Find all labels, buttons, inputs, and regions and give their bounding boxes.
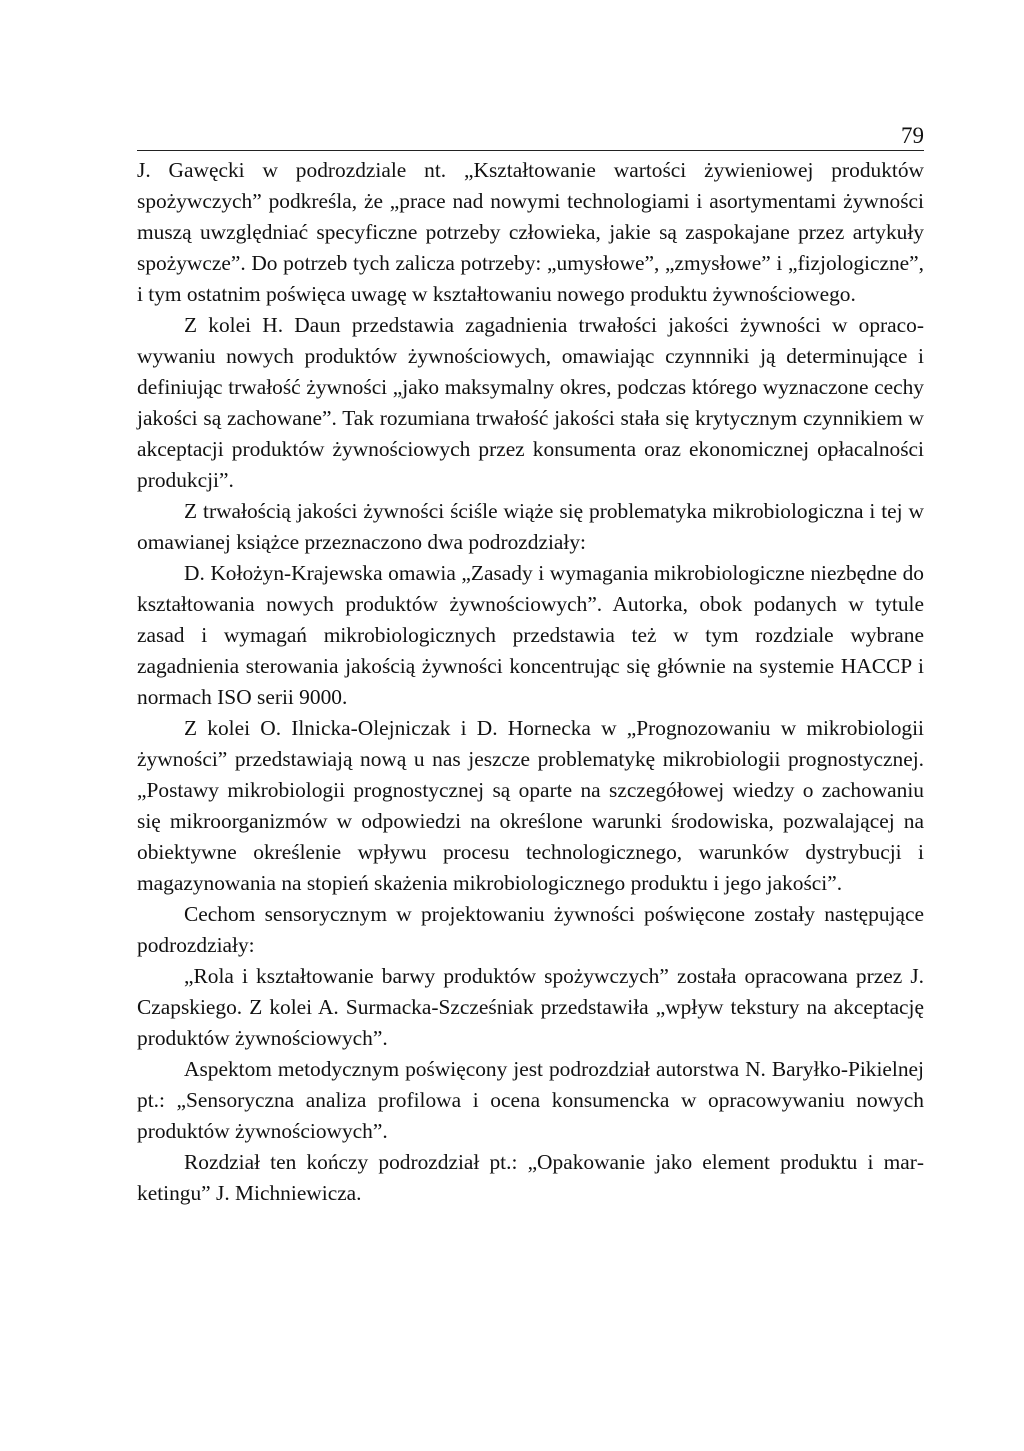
- paragraph-2: Z kolei H. Daun przedstawia zagadnienia trwałości jakości żywności w opracowywaniu nowych produktów żywnościowych, omawiając czynnniki ją determinujące i definiując trwałość żywności „jako maksymalny okres, podczas którego wyznaczone cechy jakości są zachowane”. Tak rozumiana trwałość jakości stała się krytycznym czynnikiem w akceptacji produktów żywnościowych przez konsumenta oraz ekonomicznej opłacalności produkcji”.: [137, 313, 924, 492]
- page-number: 79: [901, 123, 924, 148]
- page-header: [137, 110, 924, 151]
- paragraph-7: „Rola i kształtowanie barwy produktów spożywczych” została opracowana przez J. Czapskiego. Z kolei A. Surmacka-Szcześniak przedstawiła „wpływ tekstury na akceptację produktów żywnościowych”.: [137, 964, 924, 1050]
- paragraph-1: J. Gawęcki w podrozdziale nt. „Kształtowanie wartości żywieniowej produktów spożywczych” podkreśla, że „prace nad nowymi technologiami i asortymentami żywności muszą uwzględniać specyficzne potrzeby człowieka, jakie są zaspokajane przez artykuły spożywcze”. Do potrzeb tych zalicza potrzeby: „umysłowe”, „zmysłowe” i „fizjologiczne”, i tym ostatnim poświęca uwagę w kształtowaniu nowego produktu żywnościowego.: [137, 158, 924, 306]
- paragraph-9: Rozdział ten kończy podrozdział pt.: „Opakowanie jako element produktu i marketingu” J. Michniewicza.: [137, 1150, 924, 1205]
- paragraph-6: Cechom sensorycznym w projektowaniu żywności poświęcone zostały następujące podrozdziały:: [137, 902, 924, 957]
- paragraph-8: Aspektom metodycznym poświęcony jest podrozdział autorstwa N. Baryłko-Pikielnej pt.: „Sensoryczna analiza profilowa i ocena konsumencka w opracowywaniu nowych produktów żywnościowych”.: [137, 1057, 924, 1143]
- paragraph-5: Z kolei O. Ilnicka-Olejniczak i D. Hornecka w „Prognozowaniu w mikrobiologii żywności” przedstawiają nową u nas jeszcze problematykę mikrobiologii prognostycznej. „Postawy mikrobiologii prognostycznej są oparte na szczegółowej wiedzy o zachowaniu się mikroorganizmów w odpowiedzi na określone warunki środowiska, pozwalającej na obiektywne określenie wpływu procesu technologicznego, warunków dystrybucji i magazynowania na stopień skażenia mikrobiologicznego produktu i jego jakości”.: [137, 716, 924, 895]
- paragraph-3: Z trwałością jakości żywności ściśle wiąże się problematyka mikrobiologiczna i tej w omawianej książce przeznaczono dwa podrozdziały:: [137, 499, 924, 554]
- paragraph-4: D. Kołożyn-Krajewska omawia „Zasady i wymagania mikrobiologiczne niezbędne do kształtowania nowych produktów żywnościowych”. Autorka, obok podanych w tytule zasad i wymagań mikrobiologicznych przedstawia też w tym rozdziale wybrane zagadnienia sterowania jakością żywności koncentrując się głównie na systemie HACCP i normach ISO serii 9000.: [137, 561, 924, 709]
- document-page: [137, 110, 924, 1209]
- body-text: [137, 155, 924, 1209]
